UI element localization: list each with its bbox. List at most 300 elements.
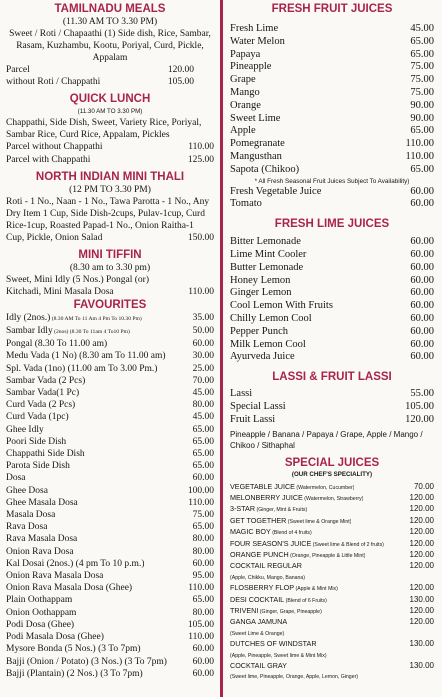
- favourites-row: [6, 607, 214, 619]
- north-indian-thali-price: 150.00: [187, 232, 214, 243]
- item-price: 60.00: [410, 325, 434, 337]
- item-name: Milk Lemon Cool: [230, 338, 306, 350]
- item-name: Bajji (Plantain) (2 Nos.) (3 To 7pm): [6, 668, 143, 679]
- item-name-group: [230, 275, 290, 288]
- tamilnadu-meals-list: [6, 64, 214, 88]
- item-name: TRIVENI: [230, 605, 259, 615]
- item-price: 105.00: [187, 619, 214, 630]
- item-name: Parota Side Dish: [6, 461, 70, 472]
- item-price: 120.00: [409, 605, 434, 615]
- favourites-row: [6, 546, 214, 558]
- item-price: 25.00: [192, 363, 214, 374]
- item-name-group: [6, 607, 76, 619]
- item-price: 60.00: [192, 558, 214, 569]
- item-detail: (Sweet lime & Orange Mint): [286, 518, 352, 525]
- favourites-row: [6, 399, 214, 411]
- item-name: 3-STAR: [230, 504, 256, 514]
- item-detail: (Ginger, Mint & Fruits): [255, 507, 308, 514]
- item-name: Parcel with Chappathi: [6, 154, 91, 165]
- item-name-group: [230, 198, 262, 211]
- lime-juice-row: [230, 262, 434, 275]
- item-name: Sweet Lime: [230, 112, 281, 124]
- favourites-row: [6, 375, 214, 387]
- item-price: 65.00: [410, 125, 434, 137]
- item-name-group: [6, 387, 79, 399]
- item-price: 60.00: [410, 185, 434, 197]
- item-price: 110.00: [405, 150, 434, 162]
- favourites-row: [6, 582, 214, 594]
- item-name: Onion Rava Dosa: [6, 546, 74, 557]
- item-price: 65.00: [192, 424, 214, 435]
- lime-juice-row: [230, 287, 434, 300]
- fruit-juice-row: [230, 138, 434, 151]
- item-name-group: [230, 539, 384, 550]
- item-name-group: [230, 617, 287, 627]
- item-name: Bitter Lemonade: [230, 236, 301, 248]
- lime-juice-row: [230, 300, 434, 313]
- special-juice-row: [230, 572, 434, 583]
- item-name-group: [6, 363, 157, 375]
- item-name: Chilly Lemon Cool: [230, 312, 312, 324]
- item-name-group: [230, 351, 295, 364]
- item-price: 80.00: [192, 534, 214, 545]
- item-name-group: [230, 138, 285, 151]
- item-name: Medu Vada (1 No) (8.30 am To 11.00 am): [6, 351, 166, 362]
- tamilnadu-meals-description: Sweet / Roti / Chapaathi (1) Side dish, Rice, Sambar, Rasam, Kuzhambu, Kootu, Poriyal, Curd, Pickle, Appalam: [9, 29, 211, 63]
- item-name-group: [6, 558, 144, 570]
- item-price: 45.00: [410, 23, 434, 34]
- item-detail: (Apple, Pineapple, Sweet lime & Mint Mix): [230, 652, 327, 659]
- item-name: Fresh Vegetable Juice: [230, 185, 322, 197]
- item-name-group: [6, 424, 44, 436]
- item-name-group: [6, 448, 85, 460]
- item-price: 110.00: [188, 632, 214, 643]
- item-name: Rava Masala Dosa: [6, 534, 78, 545]
- item-price: 110.00: [405, 138, 434, 150]
- item-price: 50.00: [192, 326, 214, 337]
- item-price: 125.00: [187, 154, 214, 165]
- item-price: 60.00: [192, 656, 214, 667]
- lassi-row: [230, 388, 434, 401]
- favourites-row: [6, 619, 214, 631]
- item-name-group: [6, 594, 72, 606]
- item-price: 110.00: [188, 497, 214, 508]
- vegetable-juices-list: [230, 186, 434, 212]
- quick-lunch-title: QUICK LUNCH: [69, 93, 151, 106]
- item-price: 70.00: [192, 375, 214, 386]
- item-name: Pepper Punch: [230, 325, 289, 337]
- item-detail: (2nos) (8.30 To 11am 4 To10 Pm): [52, 329, 130, 336]
- item-price: 65.00: [192, 449, 214, 460]
- fresh-fruit-juices-title: FRESH FRUIT JUICES: [271, 3, 393, 15]
- item-price: 65.00: [192, 595, 214, 606]
- item-price: 65.00: [192, 461, 214, 472]
- fruit-juice-row: [230, 74, 434, 87]
- item-name-group: [230, 313, 312, 326]
- item-name-group: [230, 100, 261, 113]
- item-name: Kal Dosai (2nos.) (4 pm To 10 p.m.): [6, 558, 145, 569]
- item-price: 120.00: [409, 527, 434, 537]
- item-name: GET TOGETHER: [230, 515, 287, 525]
- quick-lunch-row: [6, 154, 214, 166]
- item-name-group: [6, 656, 167, 668]
- item-name: Onion Oothappam: [6, 607, 77, 618]
- item-detail: (Apple & Mint Mix): [294, 586, 338, 593]
- item-name: Ginger Lemon: [230, 287, 292, 299]
- item-price: 60.00: [410, 274, 434, 286]
- item-name: Butter Lemonade: [230, 261, 304, 273]
- favourites-row: [6, 533, 214, 545]
- tamilnadu-meals-time: (11.30 AM TO 3.30 PM): [62, 17, 158, 27]
- item-detail: (Sweet Lime & Orange): [230, 630, 285, 637]
- item-name-group: [6, 485, 48, 497]
- fruit-juice-row: [230, 23, 434, 36]
- item-price: 120.00: [409, 583, 434, 593]
- item-price: 120.00: [405, 413, 434, 425]
- item-name-group: [230, 504, 307, 515]
- special-juice-row: [230, 617, 434, 627]
- item-detail: (Ginger, Grape, Pineapple): [258, 608, 322, 615]
- item-price: 120.00: [409, 515, 434, 525]
- item-name: Parcel: [6, 65, 30, 75]
- favourites-row: [6, 472, 214, 484]
- item-name-group: [230, 550, 365, 561]
- favourites-row: [6, 656, 214, 668]
- special-juices-subtitle: (OUR CHEF'S SPECIALITY): [291, 470, 373, 478]
- item-price: 90.00: [410, 112, 434, 124]
- fresh-lime-juices-list: [230, 236, 434, 364]
- special-juice-row: [230, 550, 434, 561]
- item-detail: (8.30 AM To 11 Am 4 Pm To 10.30 Pm): [50, 315, 142, 322]
- item-price: 110.00: [188, 583, 214, 594]
- favourites-row: [6, 509, 214, 521]
- item-name: Dosa: [6, 473, 26, 484]
- item-name-group: [230, 595, 327, 606]
- mini-tiffin-title: MINI TIFFIN: [78, 248, 142, 261]
- item-price: 80.00: [192, 607, 214, 618]
- item-name-group: [6, 472, 26, 484]
- item-name: MELONBERRY JUICE: [230, 492, 303, 502]
- fruit-juice-row: [230, 100, 434, 113]
- item-price: 60.00: [410, 338, 434, 350]
- item-name: Ghee Idly: [6, 424, 44, 435]
- favourites-row: [6, 497, 214, 509]
- item-price: 120.00: [409, 549, 434, 559]
- item-name-group: [6, 582, 132, 594]
- favourites-title: FAVOURITES: [73, 298, 147, 311]
- item-price: 60.00: [410, 312, 434, 324]
- vegetable-juice-row: [230, 186, 434, 199]
- column-divider: [220, 0, 223, 697]
- tamilnadu-meals-title: TAMILNADU MEALS: [54, 3, 166, 15]
- item-price: 120.00: [409, 538, 434, 548]
- item-price: 90.00: [410, 99, 434, 111]
- item-price: 60.00: [410, 248, 434, 260]
- favourites-row: [6, 485, 214, 497]
- item-name: Ghee Masala Dosa: [6, 497, 78, 508]
- item-name-group: [230, 639, 317, 649]
- item-name-group: [230, 516, 351, 527]
- item-name: Ayurveda Juice: [230, 351, 295, 363]
- item-name-group: [230, 36, 285, 49]
- item-name: Lime Mint Cooler: [230, 248, 307, 260]
- item-name-group: [6, 619, 74, 631]
- item-name-group: [230, 671, 358, 682]
- item-price: 120.00: [409, 561, 434, 571]
- favourites-row: [6, 411, 214, 423]
- item-name-group: [6, 411, 69, 423]
- availability-note: * All Fresh Seasonal Fruit Juices Subject To Availability): [254, 177, 410, 185]
- item-name: MAGIC BOY: [230, 527, 271, 537]
- item-name: COCKTAIL REGULAR: [230, 561, 302, 571]
- item-price: 65.00: [410, 48, 434, 60]
- north-indian-thali-desc-text: Roti - 1 No., Naan - 1 No., Tawa Parotta - 1 No., Any Dry Item 1 Cup, Side Dish-2cups, Pulav-1cup, Curd Rice-1cup, Roasted Papad-1 No., Onion Raitha-1 Cup, Pickle, Onion Salad: [6, 196, 210, 243]
- item-name: Sambar Vada (2 Pcs): [6, 375, 86, 386]
- mini-tiffin-description: [6, 274, 214, 298]
- item-name: Chappathi Side Dish: [6, 449, 85, 460]
- item-name-group: [6, 509, 55, 521]
- special-juice-row: [230, 661, 434, 671]
- special-juices-list: [230, 482, 434, 683]
- item-name: Podi Masala Dosa (Ghee): [6, 632, 104, 643]
- item-name-group: [230, 414, 275, 427]
- item-price: 60.00: [410, 351, 434, 363]
- special-juice-row: [230, 493, 434, 504]
- special-juice-row: [230, 482, 434, 493]
- item-name: Apple: [230, 125, 256, 137]
- item-name: COCKTAIL GRAY: [230, 661, 287, 671]
- favourites-row: [6, 594, 214, 606]
- fruit-juice-row: [230, 87, 434, 100]
- item-name-group: [230, 482, 354, 493]
- item-name-group: [6, 497, 78, 509]
- vegetable-juice-row: [230, 198, 434, 211]
- favourites-row: [6, 312, 214, 325]
- favourites-row: [6, 387, 214, 399]
- tamilnadu-meals-row: [6, 76, 194, 88]
- special-juice-row: [230, 504, 434, 515]
- item-name-group: [230, 650, 327, 661]
- item-name-group: [6, 312, 142, 325]
- item-name: Water Melon: [230, 35, 285, 47]
- favourites-row: [6, 363, 214, 375]
- mini-tiffin-price: 110.00: [188, 286, 214, 297]
- item-price: 75.00: [192, 510, 214, 521]
- item-price: 30.00: [192, 351, 214, 362]
- item-name-group: [230, 125, 256, 138]
- item-name-group: [230, 61, 271, 74]
- item-name: Sambar Vada(1 Pc): [6, 388, 80, 399]
- lassi-row: [230, 414, 434, 427]
- item-detail: (Watermelon, Strawberry): [302, 495, 364, 502]
- item-name-group: [230, 561, 302, 571]
- favourites-row: [6, 643, 214, 655]
- item-price: 80.00: [192, 400, 214, 411]
- fruit-lassi-flavours: Pineapple / Banana / Papaya / Grape, Apple / Mango / Chikoo / Sithaphal: [230, 429, 423, 450]
- item-price: 65.00: [410, 35, 434, 47]
- item-name-group: [230, 236, 301, 249]
- favourites-row: [6, 325, 214, 338]
- item-name: Rava Dosa: [6, 522, 48, 533]
- item-price: 45.00: [192, 412, 214, 423]
- item-price: 80.00: [192, 546, 214, 557]
- item-name: ORANGE PUNCH: [230, 549, 289, 559]
- lime-juice-row: [230, 275, 434, 288]
- item-name: Pongal (8.30 To 11.00 am): [6, 339, 108, 350]
- item-name-group: [230, 49, 260, 62]
- fresh-fruit-juices-list: [230, 23, 434, 177]
- item-name-group: [6, 141, 103, 153]
- item-price: 95.00: [192, 571, 214, 582]
- lassi-list: [230, 388, 434, 426]
- item-name-group: [230, 186, 321, 199]
- fruit-juice-row: [230, 61, 434, 74]
- item-name-group: [230, 287, 292, 300]
- item-name-group: [230, 23, 278, 36]
- item-detail: (Blend of 4 fruits): [270, 530, 312, 537]
- item-detail: (Blend of 6 Fruits): [284, 597, 327, 604]
- item-name: Mysore Bonda (5 Nos.) (3 To 7pm): [6, 644, 141, 655]
- special-juice-row: [230, 516, 434, 527]
- item-name: without Roti / Chappathi: [6, 77, 101, 88]
- item-name-group: [6, 570, 103, 582]
- item-name-group: [6, 325, 130, 338]
- item-price: 75.00: [410, 61, 434, 73]
- item-price: 65.00: [192, 436, 214, 447]
- item-price: 60.00: [410, 261, 434, 273]
- item-price: 110.00: [188, 142, 214, 153]
- item-detail: (Sweet lime & Blend of 2 fruits): [311, 541, 384, 548]
- item-name: FOUR SEASON'S JUICE: [230, 538, 312, 548]
- special-juices-title: SPECIAL JUICES: [284, 456, 380, 469]
- item-name: Bajji (Onion / Potato) (3 Nos.) (3 To 7pm): [6, 656, 167, 667]
- favourites-row: [6, 338, 214, 350]
- item-name: Pomegranate: [230, 138, 285, 150]
- item-price: 120.00: [409, 492, 434, 502]
- item-name-group: [6, 643, 141, 655]
- item-name-group: [230, 249, 306, 262]
- item-name: Pineapple: [230, 61, 272, 73]
- lassi-title: LASSI & FRUIT LASSI: [272, 371, 392, 384]
- fruit-juice-row: [230, 49, 434, 62]
- item-name: Parcel without Chappathi: [6, 142, 103, 153]
- fruit-juice-row: [230, 36, 434, 49]
- favourites-row: [6, 521, 214, 533]
- item-name: GANGA JAMUNA: [230, 617, 288, 627]
- favourites-row: [6, 460, 214, 472]
- lime-juice-row: [230, 326, 434, 339]
- mini-tiffin-time: (8.30 am to 3.30 pm): [69, 262, 151, 273]
- special-juice-row: [230, 639, 434, 649]
- fruit-juice-row: [230, 151, 434, 164]
- item-price: 120.00: [409, 504, 434, 514]
- item-name-group: [6, 350, 166, 362]
- item-name-group: [230, 628, 284, 639]
- favourites-row: [6, 631, 214, 643]
- item-name-group: [6, 546, 74, 558]
- fruit-juice-row: [230, 113, 434, 126]
- item-name-group: [6, 668, 143, 680]
- item-price: 60.00: [192, 668, 214, 679]
- favourites-row: [6, 570, 214, 582]
- item-name: Orange: [230, 99, 261, 111]
- left-column: [6, 0, 214, 680]
- item-name: Fresh Lime: [230, 23, 279, 34]
- special-juice-row: [230, 583, 434, 594]
- lime-juice-row: [230, 339, 434, 352]
- special-juice-row: [230, 650, 434, 661]
- item-name-group: [230, 87, 260, 100]
- fresh-lime-juices-title: FRESH LIME JUICES: [274, 218, 390, 231]
- item-name-group: [230, 113, 280, 126]
- item-price: 100.00: [187, 485, 214, 496]
- favourites-row: [6, 350, 214, 362]
- item-name-group: [230, 262, 303, 275]
- item-price: 65.00: [192, 522, 214, 533]
- lime-juice-row: [230, 236, 434, 249]
- special-juice-row: [230, 595, 434, 606]
- special-juice-row: [230, 628, 434, 639]
- item-name: Sambar Idly: [6, 326, 53, 337]
- item-price: 70.00: [413, 481, 434, 491]
- item-name-group: [230, 164, 299, 177]
- quick-lunch-time: (11.30 AM TO 3.30 PM): [77, 108, 143, 116]
- mini-tiffin-desc-text: Sweet, Mini Idly (5 Nos.) Pongal (or) Kitchadi, Mini Masala Dosa: [6, 274, 150, 297]
- favourites-row: [6, 424, 214, 436]
- item-price: 35.00: [192, 312, 214, 323]
- item-name-group: [230, 388, 252, 401]
- item-price: 130.00: [409, 594, 434, 604]
- item-name: Honey Lemon: [230, 274, 291, 286]
- item-price: 105.00: [167, 77, 194, 88]
- quick-lunch-row: [6, 141, 214, 153]
- item-price: 60.00: [192, 339, 214, 350]
- item-name-group: [230, 339, 306, 352]
- item-price: 60.00: [410, 287, 434, 299]
- item-price: 60.00: [410, 236, 434, 248]
- item-price: 60.00: [410, 300, 434, 312]
- item-name-group: [6, 375, 85, 387]
- special-juice-row: [230, 527, 434, 538]
- item-name: DESI COCKTAIL: [230, 594, 285, 604]
- favourites-row: [6, 558, 214, 570]
- tamilnadu-meals-row: [6, 64, 194, 76]
- item-price: 45.00: [192, 388, 214, 399]
- favourites-list: [6, 312, 214, 680]
- lime-juice-row: [230, 351, 434, 364]
- item-price: 60.00: [192, 644, 214, 655]
- item-name-group: [230, 583, 338, 594]
- special-juice-row: [230, 671, 434, 682]
- north-indian-thali-time: (12 PM TO 3.30 PM): [69, 184, 151, 195]
- item-name: Fruit Lassi: [230, 413, 276, 425]
- item-name-group: [230, 326, 288, 339]
- item-name: Curd Vada (1pc): [6, 412, 69, 423]
- item-name: Spl. Vada (1no) (11.00 am To 3.00 Pm.): [6, 363, 158, 374]
- favourites-row: [6, 448, 214, 460]
- item-name-group: [6, 436, 66, 448]
- lassi-row: [230, 401, 434, 414]
- item-name: VEGETABLE JUICE: [230, 481, 295, 491]
- item-name: Ghee Dosa: [6, 485, 48, 496]
- item-name-group: [6, 76, 100, 88]
- item-name: Onion Rava Masala Dosa (Ghee): [6, 583, 133, 594]
- item-detail: (Watermelon, Cucumber): [294, 484, 355, 491]
- item-price: 60.00: [410, 198, 434, 210]
- item-name: Special Lassi: [230, 400, 286, 412]
- item-name-group: [230, 300, 333, 313]
- fruit-juice-row: [230, 125, 434, 138]
